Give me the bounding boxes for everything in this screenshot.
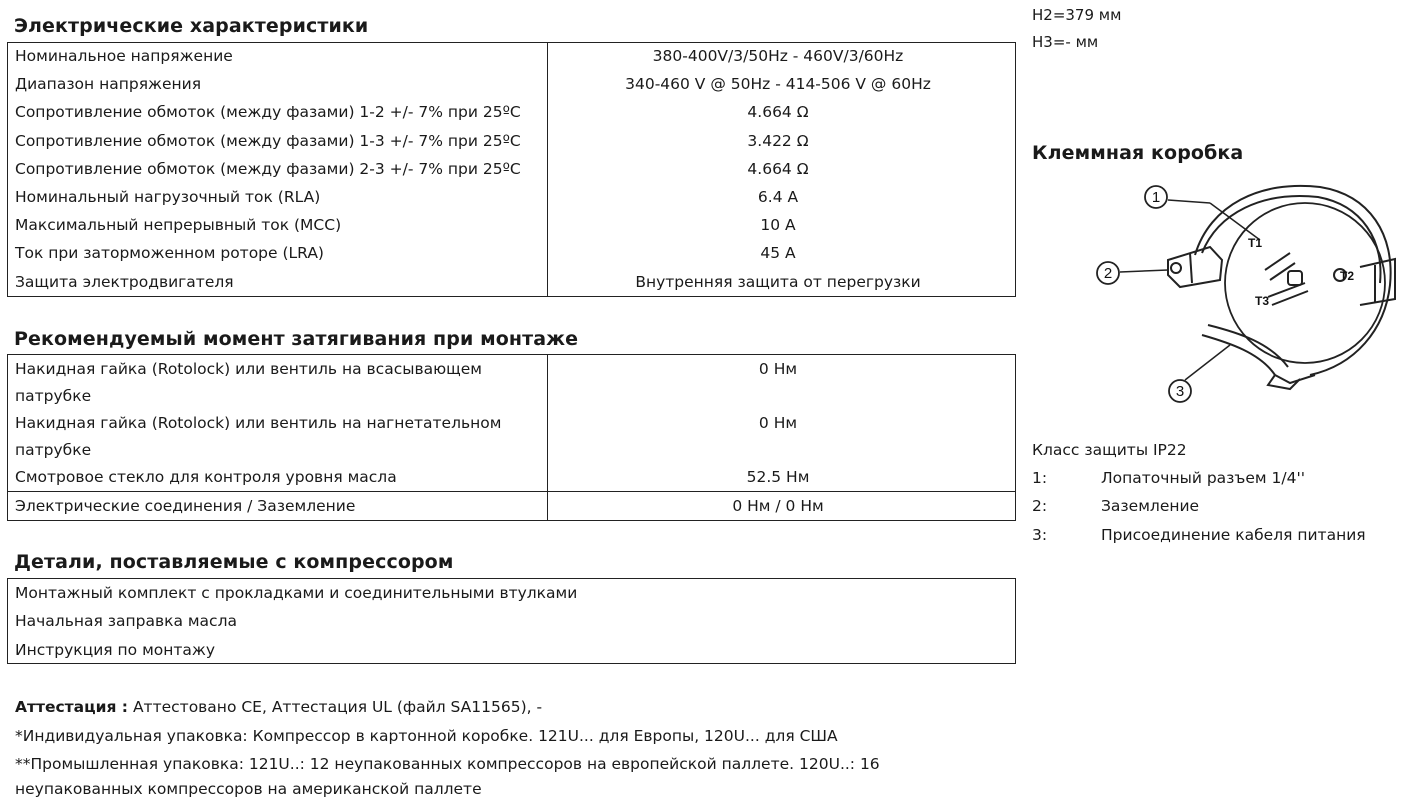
electrical-row-label: Ток при заторможенном роторе (LRA) (15, 244, 324, 262)
electrical-row-value: 4.664 Ω (747, 103, 809, 121)
electrical-row-value: 45 A (760, 244, 796, 262)
callout-3-label: 3 (1175, 383, 1185, 400)
terminal-t3-label: T3 (1255, 294, 1270, 308)
legend-2-text: Заземление (1101, 497, 1200, 515)
torque-heading: Рекомендуемый момент затягивания при монтаже (14, 328, 579, 350)
torque-row-3-label: Смотровое стекло для контроля уровня масла (15, 468, 397, 486)
electrical-row-value: 4.664 Ω (747, 160, 809, 178)
electrical-row-label: Защита электродвигателя (15, 273, 234, 291)
supplied-item-2: Начальная заправка масла (15, 612, 237, 630)
dimension-h2: H2=379 мм (1032, 6, 1122, 24)
callout-1-label: 1 (1151, 189, 1161, 206)
torque-row-2-label: Накидная гайка (Rotolock) или вентиль на нагнетательном (15, 414, 502, 432)
torque-row-4-value: 0 Нм / 0 Нм (732, 497, 824, 515)
row-divider (8, 491, 1015, 492)
electrical-row-label: Максимальный непрерывный ток (MCC) (15, 216, 342, 234)
attestation-line (15, 698, 542, 716)
electrical-row-value: 3.422 Ω (747, 132, 809, 150)
column-divider (547, 355, 548, 520)
electrical-row-label: Сопротивление обмоток (между фазами) 2-3 +/- 7% при 25ºC (15, 160, 521, 178)
torque-row-1-value: 0 Нм (758, 360, 798, 378)
electrical-row-value: 340-460 V @ 50Hz - 414-506 V @ 60Hz (625, 75, 931, 93)
callout-2-label: 2 (1103, 265, 1113, 282)
torque-row-4-label: Электрические соединения / Заземление (15, 497, 356, 515)
torque-row-1-label-cont: патрубке (15, 387, 92, 405)
electrical-row-label: Диапазон напряжения (15, 75, 202, 93)
electrical-row-label: Номинальное напряжение (15, 47, 233, 65)
protection-class: Класс защиты IP22 (1032, 441, 1187, 459)
packaging-note-2-line-1: **Промышленная упаковка: 121U..: 12 неупакованных компрессоров на европейской паллете. 120U..: 16 (15, 755, 880, 773)
attestation-text: Аттестовано CE, Аттестация UL (файл SA11565), - (128, 698, 543, 716)
legend-2-number: 2: (1032, 497, 1048, 515)
electrical-heading: Электрические характеристики (14, 15, 369, 37)
supplied-heading: Детали, поставляемые с компрессором (14, 551, 454, 573)
attestation-label: Аттестация : (15, 698, 129, 716)
electrical-row-label: Номинальный нагрузочный ток (RLA) (15, 188, 321, 206)
supplied-item-3: Инструкция по монтажу (15, 641, 216, 659)
terminal-box-diagram (1090, 175, 1400, 410)
legend-3-number: 3: (1032, 526, 1048, 544)
packaging-note-2-line-2: неупакованных компрессоров на американской паллете (15, 780, 482, 798)
terminal-box-heading: Клеммная коробка (1032, 142, 1244, 164)
terminal-t1-label: T1 (1248, 236, 1263, 250)
torque-table-frame (7, 354, 1016, 521)
legend-1-text: Лопаточный разъем 1/4'' (1101, 469, 1305, 487)
electrical-row-label: Сопротивление обмоток (между фазами) 1-2 +/- 7% при 25ºC (15, 103, 521, 121)
electrical-row-value: 380-400V/3/50Hz - 460V/3/60Hz (652, 47, 904, 65)
legend-1-number: 1: (1032, 469, 1048, 487)
torque-row-1-label: Накидная гайка (Rotolock) или вентиль на всасывающем (15, 360, 482, 378)
torque-row-2-value: 0 Нм (758, 414, 798, 432)
electrical-row-value: Внутренняя защита от перегрузки (635, 273, 921, 291)
packaging-note-1: *Индивидуальная упаковка: Компрессор в картонной коробке. 121U... для Европы, 120U... для США (15, 727, 838, 745)
legend-3-text: Присоединение кабеля питания (1101, 526, 1366, 544)
electrical-row-value: 10 A (760, 216, 796, 234)
electrical-row-value: 6.4 A (757, 188, 799, 206)
torque-row-2-label-cont: патрубке (15, 441, 92, 459)
dimension-h3: H3=- мм (1032, 33, 1099, 51)
supplied-item-1: Монтажный комплект с прокладками и соединительными втулками (15, 584, 578, 602)
electrical-row-label: Сопротивление обмоток (между фазами) 1-3 +/- 7% при 25ºC (15, 132, 521, 150)
terminal-t2-label: T2 (1340, 269, 1355, 283)
torque-row-3-value: 52.5 Нм (746, 468, 810, 486)
